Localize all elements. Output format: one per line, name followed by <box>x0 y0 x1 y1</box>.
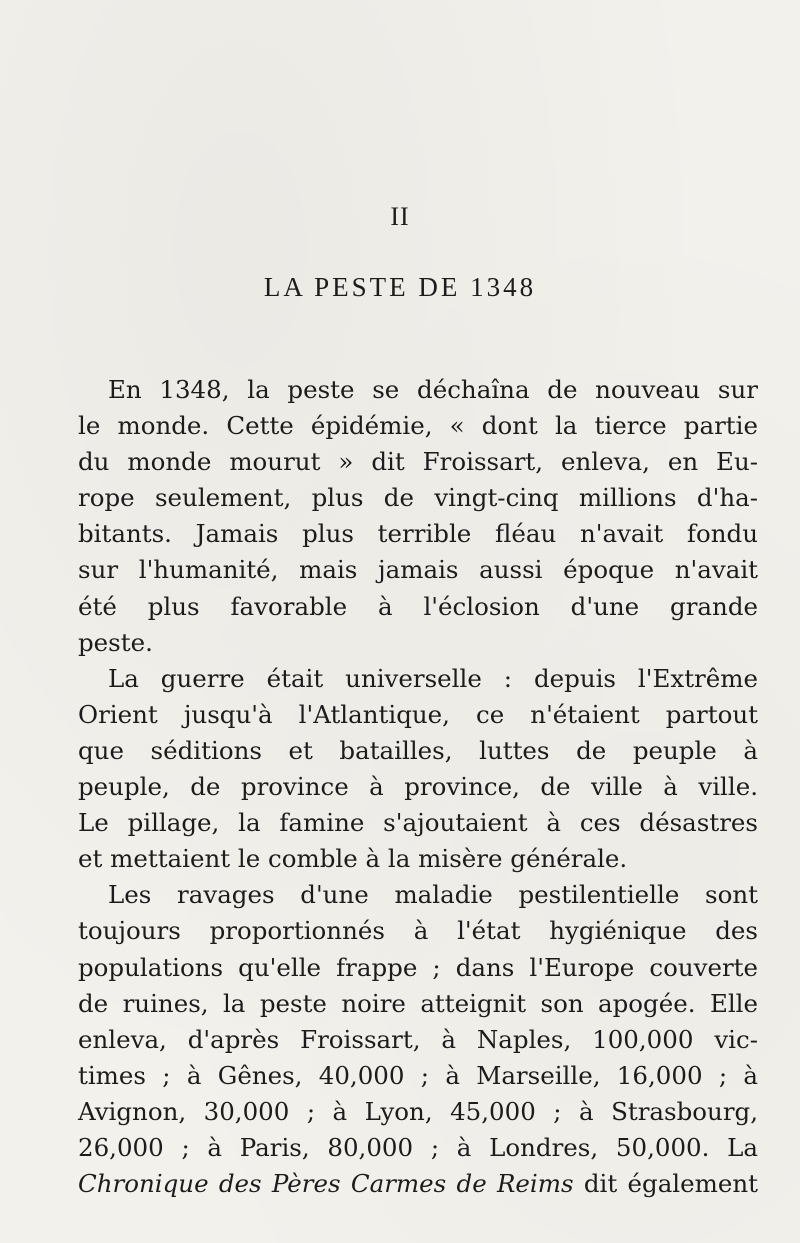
text-line: bitants. Jamais plus terrible fléau n'avait fondu <box>78 519 758 549</box>
text-line: Le pillage, la famine s'ajoutaient à ces désastres <box>78 808 758 838</box>
italic-title: Chronique des Pères Carmes de Reims <box>78 1169 574 1199</box>
text-line <box>78 1166 758 1202</box>
text-line: Les ravages d'une maladie pestilentielle sont <box>108 880 758 910</box>
chapter-number: II <box>390 202 410 231</box>
text-line: sur l'humanité, mais jamais aussi époque n'avait <box>78 555 758 585</box>
text-line: été plus favorable à l'éclosion d'une grande <box>78 591 758 621</box>
text-line: peuple, de province à province, de ville à ville. <box>78 772 758 802</box>
body-text <box>78 372 758 1202</box>
text-fragment: dit également <box>573 1169 759 1199</box>
text-line: de ruines, la peste noire atteignit son apogée. Elle <box>78 988 758 1018</box>
text-line: toujours proportionnés à l'état hygiénique des <box>78 916 758 946</box>
chapter-title: LA PESTE DE 1348 <box>263 272 537 302</box>
text-line: le monde. Cette épidémie, « dont la tierce partie <box>78 411 758 441</box>
text-line: La guerre était universelle : depuis l'Extrême <box>108 663 758 693</box>
text-line: En 1348, la peste se déchaîna de nouveau sur <box>108 375 758 404</box>
text-line: enleva, d'après Froissart, à Naples, 100,000 vic- <box>78 1024 758 1054</box>
text-line: peste. <box>78 627 153 657</box>
text-line: du monde mourut » dit Froissart, enleva, en Eu- <box>78 447 758 477</box>
text-line: populations qu'elle frappe ; dans l'Europe couverte <box>78 952 758 982</box>
text-line: et mettaient le comble à la misère générale. <box>78 844 628 874</box>
text-line: Avignon, 30,000 ; à Lyon, 45,000 ; à Strasbourg, <box>78 1096 758 1126</box>
text-line: que séditions et batailles, luttes de peuple à <box>78 735 758 765</box>
text-line: 26,000 ; à Paris, 80,000 ; à Londres, 50,000. La <box>78 1132 758 1162</box>
text-line: Orient jusqu'à l'Atlantique, ce n'étaient partout <box>78 699 758 729</box>
text-line: times ; à Gênes, 40,000 ; à Marseille, 16,000 ; à <box>78 1060 758 1090</box>
text-line: rope seulement, plus de vingt-cinq millions d'ha- <box>78 483 758 513</box>
